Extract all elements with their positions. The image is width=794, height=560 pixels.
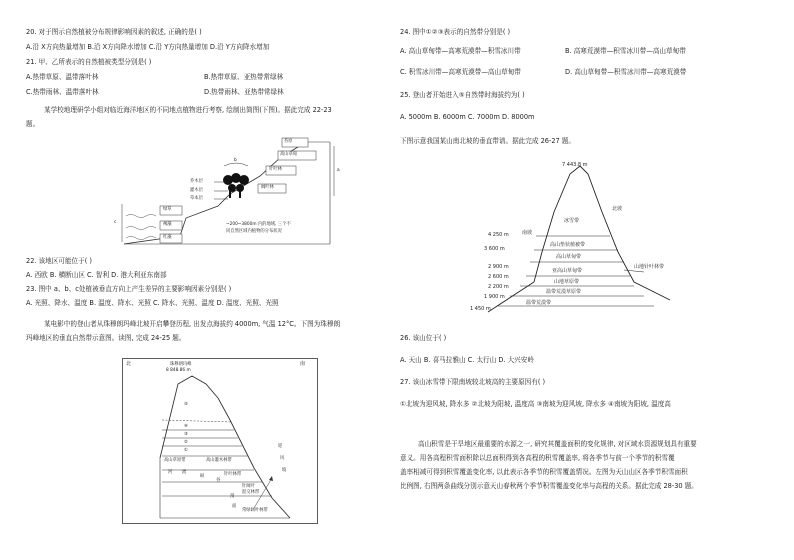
- q21-option-d: D.热带雨林、亚热带常绿林: [204, 88, 284, 96]
- layer-shrub: 灌木层: [190, 188, 203, 193]
- belt-north-conifer: 山地针叶林带: [634, 264, 665, 270]
- q21-stem: 21. 甲、乙所表示的自然植被类型分别是( ): [26, 58, 152, 66]
- layer-tree: 乔木层: [190, 179, 203, 184]
- zone-5: ⑤: [184, 402, 188, 407]
- intro-22-line2: 题。: [26, 120, 40, 128]
- intro-24-line1: 某电影中的登山者从珠穆朗玛峰北坡开启攀登历程, 出发点海拔约 4000m, 气温 12°C。下图为珠穆朗: [44, 320, 341, 328]
- peak-elevation: 7 443.8 m: [562, 162, 588, 168]
- label-south: 南: [300, 361, 306, 367]
- q23-options: A. 光照、降水、温度 B. 温度、降水、光照 C. 降水、光照、温度 D. 温度、光照、光照: [26, 299, 279, 307]
- belt-desert: 温带荒漠带: [526, 300, 552, 306]
- fig22-note2: 同自然区域内植物的分布状况: [226, 229, 282, 234]
- belt-tundra: 苔原: [284, 139, 293, 144]
- q22-stem: 22. 该地区可能位于( ): [26, 257, 92, 265]
- intro-28-line2: 意义。用各高程积雪面积除以总面积得到各高程的积雪覆盖率, 将各季节与前一个季节的积雪覆: [400, 454, 675, 462]
- intro-22-line1: 某学校地理研学小组对临近海洋地区的不同地点植物进行考察, 绘制出简图(下图)。据此完成 22-23: [44, 106, 332, 114]
- rain-1: 面: [232, 504, 237, 509]
- label-north-slope: 北坡: [612, 206, 623, 212]
- q24-option-c: C. 积雪冰川带—高寒荒漠带—高山草甸带: [400, 68, 521, 76]
- elev-1900: 1 900 m: [484, 294, 505, 300]
- intro-26: 下图示意我国某山南北坡的垂直带谱。据此完成 26-27 题。: [400, 137, 576, 145]
- layer-grass: 草本层: [190, 196, 203, 201]
- label-south-slope: 南坡: [522, 230, 533, 236]
- label-b: b: [234, 158, 237, 163]
- vertical-belt-figure: [470, 152, 674, 322]
- q23-stem: 23. 图中 a、b、c处植被垂直方向上产生差异的主要影响因素分别是( ): [26, 285, 232, 293]
- belt-mixed-1: 针阔叶: [242, 484, 255, 489]
- intro-28-line1: 高山积雪是干旱地区最重要的水源之一, 研究其覆盖面积的变化规律, 对区域水资源规划具有重要: [418, 440, 697, 448]
- q24-option-b: B. 高寒荒漠带—积雪冰川带—高山草甸带: [565, 47, 686, 55]
- q26-options: A. 天山 B. 喜马拉雅山 C. 太行山 D. 大兴安岭: [400, 356, 534, 364]
- label-c: c: [114, 220, 117, 225]
- elev-2600: 2 600 m: [488, 274, 509, 280]
- q21-option-b: B.热带草原、亚热带常绿林: [204, 73, 284, 81]
- q24-option-d: D. 高山草甸带—积雪冰川带—高寒荒漠带: [565, 68, 687, 76]
- side-n-0: 河: [168, 470, 173, 475]
- elev-4250: 4 250 m: [488, 232, 509, 238]
- side-n-2: 纵: [200, 474, 205, 479]
- fig22-note1: ~200~3800m 内的地域, 三个不: [226, 222, 291, 227]
- everest-zone-figure: [122, 358, 318, 524]
- belt-conifer: 针叶林: [269, 167, 282, 172]
- rain-0: 剖: [230, 494, 235, 499]
- belt-broadleaf: 阔叶林: [261, 185, 274, 190]
- q25-stem: 25. 登山者开始进入⑤自然带时海拔约为( ): [400, 91, 525, 99]
- belt-desert-steppe: 温带荒漠草原带: [546, 289, 582, 295]
- belt-conifer: 针叶林带: [224, 472, 242, 477]
- q26-stem: 26. 该山位于( ): [400, 334, 447, 342]
- left-column: [26, 0, 381, 560]
- elev-3600: 3 600 m: [484, 246, 505, 252]
- q27-stem: 27. 该山冰雪带下限南坡较北坡高的主要原因有( ): [400, 378, 546, 386]
- belt-alpine-shrub: 高山灌木林带: [206, 458, 232, 463]
- algae-brown: 褐藻: [163, 222, 172, 227]
- q21-option-c: C.热带雨林、温带落叶林: [26, 88, 99, 96]
- belt-steppe: 山地草原带: [554, 279, 580, 285]
- zone-1: ①: [184, 448, 188, 453]
- right-column: [400, 0, 772, 560]
- elev-2200: 2 200 m: [488, 284, 509, 290]
- q24-stem: 24. 图中①②③表示的自然带分别是( ): [400, 28, 511, 36]
- everest-zone-svg: [122, 358, 318, 524]
- elev-2900: 2 900 m: [488, 264, 509, 270]
- belt-meadow: 高山草甸: [280, 152, 298, 157]
- peak-name: 珠穆朗玛峰: [170, 362, 192, 367]
- intro-24-line2: 玛峰地区的垂直自然带示意图。读图, 完成 24-25 题。: [26, 334, 186, 342]
- zone-3: ③: [184, 432, 188, 437]
- q21-option-a: A.热带草原、温带落叶林: [26, 73, 99, 81]
- side-s-2: 坡: [282, 468, 287, 473]
- q27-options: ①北坡为迎风坡, 降水多 ②北坡为阳坡, 温度高 ③南坡为迎风坡, 降水多 ④南坡为阳坡, 温度高: [400, 400, 671, 408]
- belt-mixed-2: 混交林带: [242, 490, 260, 495]
- belt-snow: 冰雪带: [564, 218, 580, 224]
- tree-cluster-icon: [223, 173, 249, 198]
- belt-alpine-grass: 高山草原带: [164, 458, 186, 463]
- side-s-1: 风: [280, 456, 285, 461]
- algae-red: 红藻: [163, 235, 172, 240]
- belt-evergreen: 常绿阔叶林带: [242, 508, 268, 513]
- q25-options: A. 5000m B. 6000m C. 7000m D. 8000m: [400, 113, 535, 121]
- side-n-3: 谷: [216, 478, 221, 483]
- q22-options: A. 西欧 B. 横断山区 C. 智利 D. 港大利亚东南部: [26, 271, 167, 279]
- vertical-belt-svg: [484, 152, 674, 322]
- label-north: 北: [126, 361, 132, 367]
- zone-4: ④: [184, 424, 188, 429]
- side-n-1: 流: [182, 470, 187, 475]
- q24-option-a: A. 高山草甸带—高寒荒漠带—积雪冰川带: [400, 47, 521, 55]
- zone-2: ②: [184, 440, 188, 445]
- belt-subalpine: 亚高山草甸带: [552, 268, 583, 274]
- side-s-0: 迎: [278, 444, 283, 449]
- vegetation-profile-figure: [110, 136, 350, 248]
- label-a: a: [337, 168, 340, 173]
- q20-stem: 20. 对于图示自然植被分布规律影响因素的叙述, 正确的是( ): [26, 28, 202, 36]
- belt-alpine-meadow: 高山草甸带: [556, 254, 582, 260]
- intro-28-line4: 比例图, 右图两条曲线分别示意天山春秋两个季节积雪覆盖变化率与高程的关系。据此完成 28-30 题。: [400, 482, 698, 490]
- algae-green: 绿草: [163, 207, 172, 212]
- peak-height: 8 848.86 m: [166, 368, 191, 373]
- elev-1450: 1 450 m: [470, 306, 491, 312]
- intro-28-line3: 盖率相减可得到积雪覆盖变化率, 以此表示各季节的积雪覆盖情况。左图为天山山区各季节积雪面积: [400, 468, 688, 476]
- q20-options: A.沿 X方向热量增加 B.沿 X方向降水增加 C.沿 Y方向热量增加 D.沿 Y方向降水增加: [26, 43, 270, 51]
- belt-cushion: 高山垫状植被带: [550, 242, 586, 248]
